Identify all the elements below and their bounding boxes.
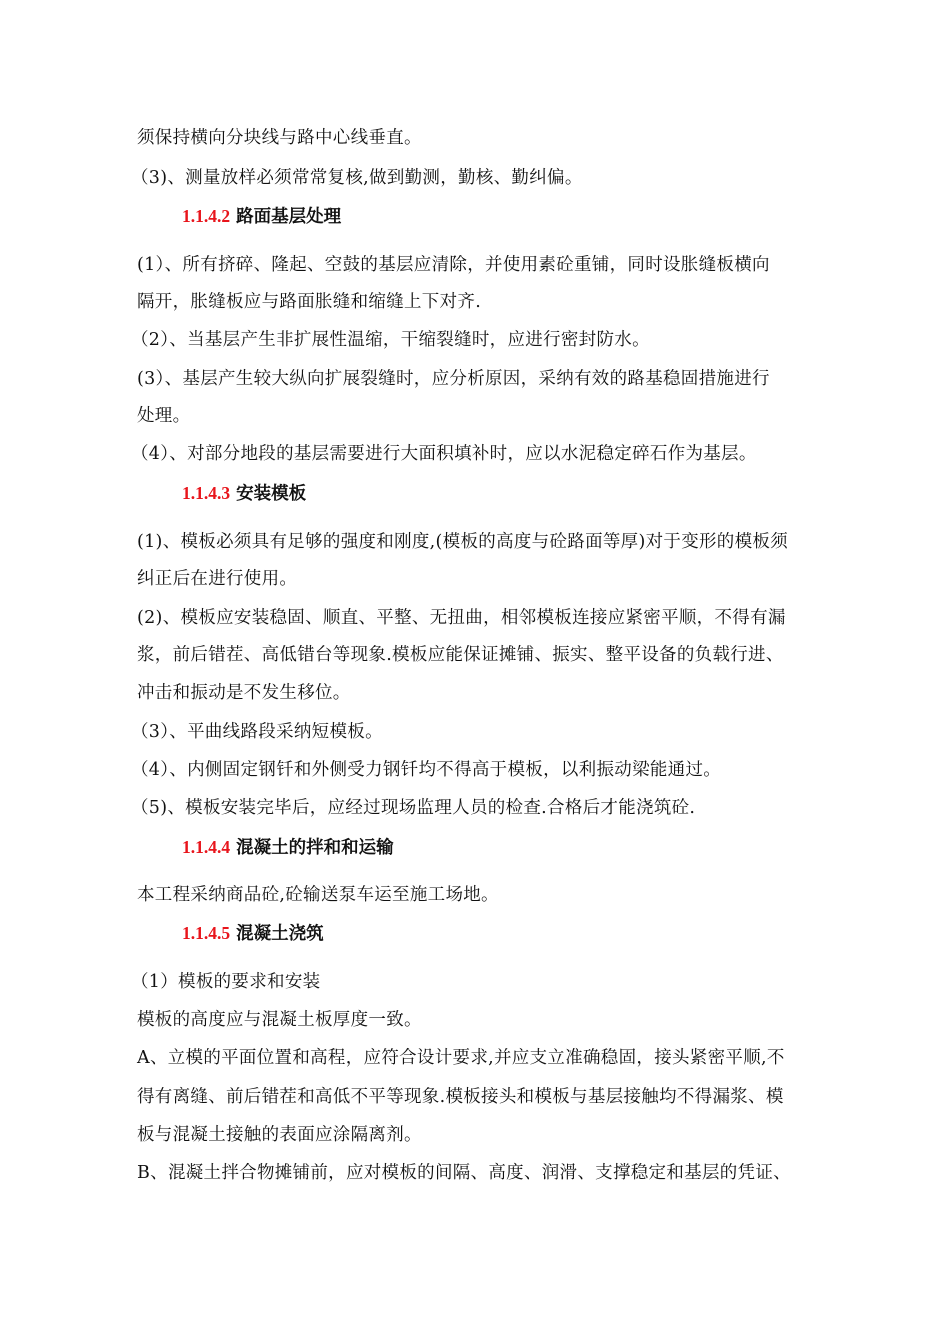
section-heading (182, 922, 324, 945)
section-heading (182, 205, 341, 228)
paragraph-line: 本工程采纳商品砼,砼输送泵车运至施工场地。 (137, 885, 499, 905)
section-number: 1.1.4.3 (182, 483, 231, 503)
paragraph-line: (2)、模板应安装稳固、顺直、平整、无扭曲，相邻模板连接应紧密平顺，不得有漏 (137, 608, 786, 628)
section-title: 路面基层处理 (236, 207, 342, 227)
paragraph-line: （2）、当基层产生非扩展性温缩，干缩裂缝时，应进行密封防水。 (131, 330, 650, 350)
paragraph-line: 板与混凝土接触的表面应涂隔离剂。 (137, 1125, 422, 1145)
paragraph-line: 冲击和振动是不发生移位。 (137, 683, 351, 703)
section-title: 混凝土的拌和和运输 (236, 838, 394, 858)
paragraph-line: （1）模板的要求和安装 (131, 972, 321, 992)
paragraph-line: 须保持横向分块线与路中心线垂直。 (137, 128, 422, 148)
paragraph-line: A、立模的平面位置和高程，应符合设计要求,并应支立准确稳固，接头紧密平顺,不 (137, 1048, 785, 1068)
section-number: 1.1.4.2 (182, 206, 231, 226)
paragraph-line: （3）、平曲线路段采纳短模板。 (131, 722, 383, 742)
paragraph-line: （3)、测量放样必须常常复核,做到勤测，勤核、勤纠偏。 (131, 168, 583, 188)
paragraph-line: (3）、基层产生较大纵向扩展裂缝时，应分析原因，采纳有效的路基稳固措施进行 (137, 369, 770, 389)
paragraph-line: （4）、对部分地段的基层需要进行大面积填补时，应以水泥稳定碎石作为基层。 (131, 444, 757, 464)
paragraph-line: (1)、模板必须具有足够的强度和刚度,(模板的高度与砼路面等厚)对于变形的模板须 (137, 532, 789, 552)
paragraph-line: 得有离缝、前后错茬和高低不平等现象.模板接头和模板与基层接触均不得漏浆、模 (137, 1087, 784, 1107)
paragraph-line: 模板的高度应与混凝土板厚度一致。 (137, 1010, 422, 1030)
paragraph-line: 处理。 (137, 406, 191, 426)
section-title: 安装模板 (236, 484, 307, 504)
paragraph-line: 纠正后在进行使用。 (137, 569, 298, 589)
paragraph-line: 浆，前后错茬、高低错台等现象.模板应能保证摊铺、振实、整平设备的负载行进、 (137, 645, 784, 665)
paragraph-line: (1）、所有挤碎、隆起、空鼓的基层应清除，并使用素砼重铺，同时设胀缝板横向 (137, 255, 770, 275)
paragraph-line: （5)、模板安装完毕后，应经过现场监理人员的检查.合格后才能浇筑砼. (131, 798, 696, 818)
section-number: 1.1.4.5 (182, 923, 231, 943)
section-number: 1.1.4.4 (182, 837, 231, 857)
paragraph-line: （4）、内侧固定钢钎和外侧受力钢钎均不得高于模板，以利振动梁能通过。 (131, 760, 722, 780)
paragraph-line: B、混凝土拌合物摊铺前，应对模板的间隔、高度、润滑、支撑稳定和基层的凭证、 (137, 1163, 791, 1183)
section-heading (182, 482, 306, 505)
section-heading (182, 836, 394, 859)
section-title: 混凝土浇筑 (236, 924, 324, 944)
paragraph-line: 隔开，胀缝板应与路面胀缝和缩缝上下对齐. (137, 292, 482, 312)
